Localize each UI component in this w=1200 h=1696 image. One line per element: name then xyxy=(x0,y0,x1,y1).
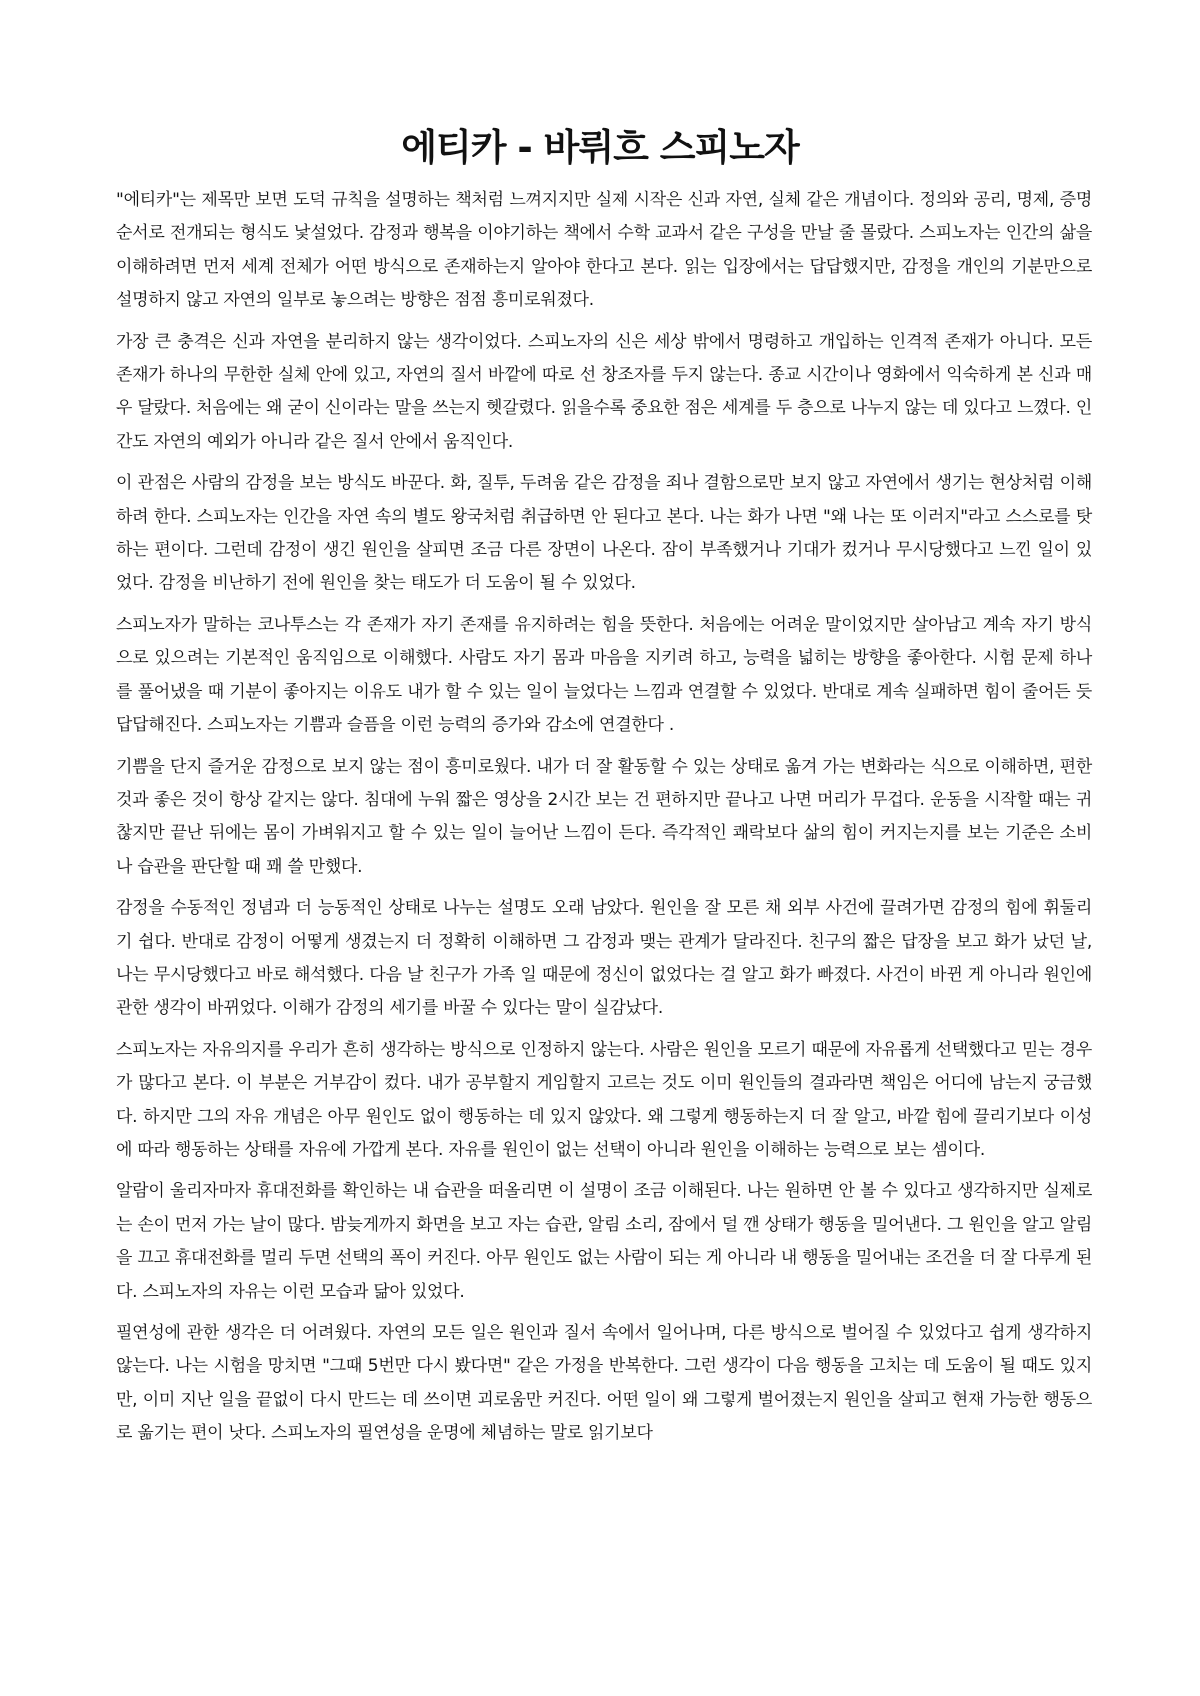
paragraph: 가장 큰 충격은 신과 자연을 분리하지 않는 생각이었다. 스피노자의 신은 세상 밖에서 명령하고 개입하는 인격적 존재가 아니다. 모든 존재가 하나의 무한한 실체 안에 있고, 자연의 질서 바깥에 따로 선 창조자를 두지 않는다. 종교 시간이나 영화에서 익숙하게 본 신과 매우 달랐다. 처음에는 왜 굳이 신이라는 말을 쓰는지 헷갈렸다. 읽을수록 중요한 점은 세계를 두 층으로 나누지 않는 데 있다고 느꼈다. 인간도 자연의 예외가 아니라 같은 질서 안에서 움직인다. xyxy=(116,331,1092,452)
paragraph: 기쁨을 단지 즐거운 감정으로 보지 않는 점이 흥미로웠다. 내가 더 잘 활동할 수 있는 상태로 옮겨 가는 변화라는 식으로 이해하면, 편한 것과 좋은 것이 항상 같지는 않다. 침대에 누워 짧은 영상을 2시간 보는 건 편하지만 끝나고 나면 머리가 무겁다. 운동을 시작할 때는 귀찮지만 끝난 뒤에는 몸이 가벼워지고 할 수 있는 일이 늘어난 느낌이 든다. 즉각적인 쾌락보다 삶의 힘이 커지는지를 보는 기준은 소비나 습관을 판단할 때 꽤 쓸 만했다. xyxy=(116,756,1092,877)
paragraph: "에티카"는 제목만 보면 도덕 규칙을 설명하는 책처럼 느껴지지만 실제 시작은 신과 자연, 실체 같은 개념이다. 정의와 공리, 명제, 증명 순서로 전개되는 형식도 낯설었다. 감정과 행복을 이야기하는 책에서 수학 교과서 같은 구성을 만날 줄 몰랐다. 스피노자는 인간의 삶을 이해하려면 먼저 세계 전체가 어떤 방식으로 존재하는지 알아야 한다고 본다. 읽는 입장에서는 답답했지만, 감정을 개인의 기분만으로 설명하지 않고 자연의 일부로 놓으려는 방향은 점점 흥미로워졌다. xyxy=(116,190,1092,311)
paragraph: 감정을 수동적인 정념과 더 능동적인 상태로 나누는 설명도 오래 남았다. 원인을 잘 모른 채 외부 사건에 끌려가면 감정의 힘에 휘둘리기 쉽다. 반대로 감정이 어떻게 생겼는지 더 정확히 이해하면 그 감정과 맺는 관계가 달라진다. 친구의 짧은 답장을 보고 화가 났던 날, 나는 무시당했다고 바로 해석했다. 다음 날 친구가 가족 일 때문에 정신이 없었다는 걸 알고 화가 빠졌다. 사건이 바뀐 게 아니라 원인에 관한 생각이 바뀌었다. 이해가 감정의 세기를 바꿀 수 있다는 말이 실감났다. xyxy=(116,898,1092,1019)
document-body xyxy=(116,184,1092,1459)
paragraph: 필연성에 관한 생각은 더 어려웠다. 자연의 모든 일은 원인과 질서 속에서 일어나며, 다른 방식으로 벌어질 수 있었다고 쉽게 생각하지 않는다. 나는 시험을 망치면 "그때 5번만 다시 봤다면" 같은 가정을 반복한다. 그런 생각이 다음 행동을 고치는 데 도움이 될 때도 있지만, 이미 지난 일을 끝없이 다시 만드는 데 쓰이면 괴로움만 커진다. 어떤 일이 왜 그렇게 벌어졌는지 원인을 살피고 현재 가능한 행동으로 옮기는 편이 낫다. 스피노자의 필연성을 운명에 체념하는 말로 읽기보다 xyxy=(116,1323,1092,1444)
paragraph: 스피노자가 말하는 코나투스는 각 존재가 자기 존재를 유지하려는 힘을 뜻한다. 처음에는 어려운 말이었지만 살아남고 계속 자기 방식으로 있으려는 기본적인 움직임으로 이해했다. 사람도 자기 몸과 마음을 지키려 하고, 능력을 넓히는 방향을 좋아한다. 시험 문제 하나를 풀어냈을 때 기분이 좋아지는 이유도 내가 할 수 있는 일이 늘었다는 느낌과 연결할 수 있었다. 반대로 계속 실패하면 힘이 줄어든 듯 답답해진다. 스피노자는 기쁨과 슬픔을 이런 능력의 증가와 감소에 연결한다 . xyxy=(116,614,1092,736)
paragraph: 이 관점은 사람의 감정을 보는 방식도 바꾼다. 화, 질투, 두려움 같은 감정을 죄나 결함으로만 보지 않고 자연에서 생기는 현상처럼 이해하려 한다. 스피노자는 인간을 자연 속의 별도 왕국처럼 취급하면 안 된다고 본다. 나는 화가 나면 "왜 나는 또 이러지"라고 스스로를 탓하는 편이다. 그런데 감정이 생긴 원인을 살피면 조금 다른 장면이 나온다. 잠이 부족했거나 기대가 컸거나 무시당했다고 느낀 일이 있었다. 감정을 비난하기 전에 원인을 찾는 태도가 더 도움이 될 수 있었다. xyxy=(116,473,1092,594)
paragraph: 알람이 울리자마자 휴대전화를 확인하는 내 습관을 떠올리면 이 설명이 조금 이해된다. 나는 원하면 안 볼 수 있다고 생각하지만 실제로는 손이 먼저 가는 날이 많다. 밤늦게까지 화면을 보고 자는 습관, 알림 소리, 잠에서 덜 깬 상태가 행동을 밀어낸다. 그 원인을 알고 알림을 끄고 휴대전화를 멀리 두면 선택의 폭이 커진다. 아무 원인도 없는 사람이 되는 게 아니라 내 행동을 밀어내는 조건을 더 잘 다루게 된다. 스피노자의 자유는 이런 모습과 닮아 있었다. xyxy=(116,1181,1092,1302)
paragraph: 스피노자는 자유의지를 우리가 흔히 생각하는 방식으로 인정하지 않는다. 사람은 원인을 모르기 때문에 자유롭게 선택했다고 믿는 경우가 많다고 본다. 이 부분은 거부감이 컸다. 내가 공부할지 게임할지 고르는 것도 이미 원인들의 결과라면 책임은 어디에 남는지 궁금했다. 하지만 그의 자유 개념은 아무 원인도 없이 행동하는 데 있지 않았다. 왜 그렇게 행동하는지 더 잘 알고, 바깥 힘에 끌리기보다 이성에 따라 행동하는 상태를 자유에 가깝게 본다. 자유를 원인이 없는 선택이 아니라 원인을 이해하는 능력으로 보는 셈이다. xyxy=(116,1039,1092,1160)
document-title: 에티카 - 바뤼흐 스피노자 xyxy=(401,126,799,169)
